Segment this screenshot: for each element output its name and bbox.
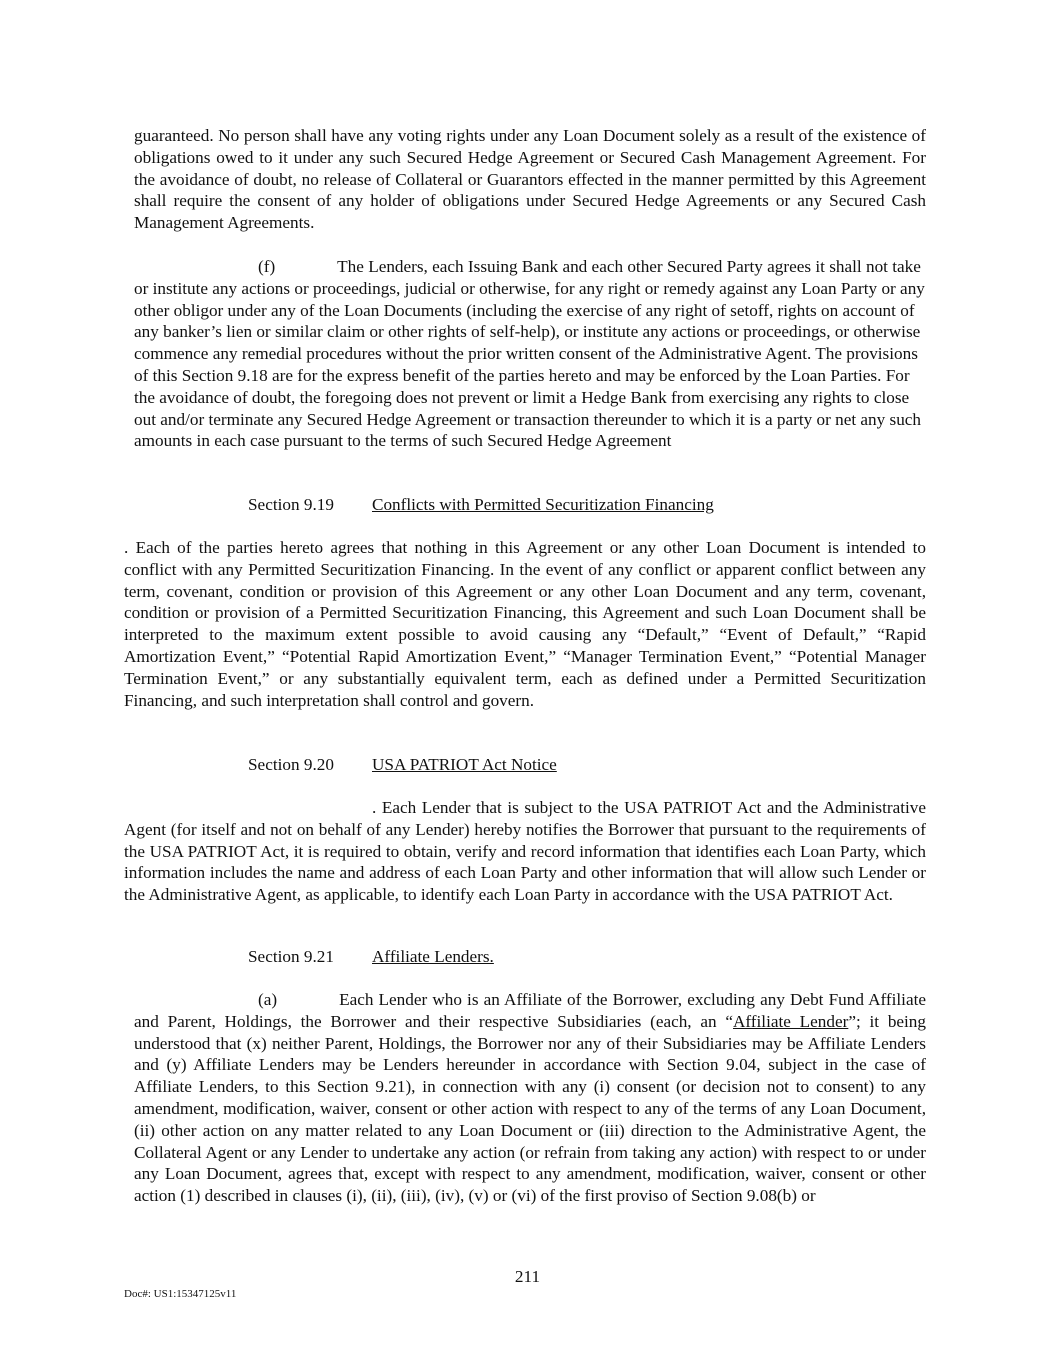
defined-term-affiliate-lender: Affiliate Lender	[732, 1011, 849, 1031]
section-9-20-body: . Each Lender that is subject to the USA PATRIOT Act and the Administrative Agent (for itself and not on behalf of any Lender) hereby notifies the Borrower that pursuant to the requirements of the USA PATRIOT Act, it is required to obtain, verify and record information that identifies each Loan Party, which information includes the name and address of each Loan Party and other information that will allow such Lender or the Administrative Agent, as applicable, to identify each Loan Party in accordance with the USA PATRIOT Act.	[124, 798, 926, 905]
section-number: Section 9.20	[248, 755, 334, 774]
paragraph-a-text-rest: ”; it being understood that (x) neither Parent, Holdings, the Borrower nor any of their Subsidiaries may be Affiliate Lenders and (y) Affiliate Lenders may be Lenders hereunder in accordance with Section 9.04, subject in the case of Affiliate Lenders, to this Section 9.21), in connection with any (i) consent (or decision not to consent) to any amendment, modification, waiver, consent or other action with respect to any of the terms of any Loan Document, (ii) other action on any matter related to any Loan Document or (iii) direction to the Administrative Agent, the Collateral Agent or any Lender to undertake any action (or refrain from taking any action) with respect to or under any Loan Document, agrees that, except with respect to any amendment, modification, waiver, consent or other action (1) described in clauses (i), (ii), (iii), (iv), (v) or (vi) of the first proviso of Section 9.08(b) or	[134, 1011, 926, 1206]
document-id: Doc#: US1:15347125v11	[124, 1288, 237, 1300]
section-number: Section 9.19	[248, 495, 334, 514]
paragraph-a-text-start: Each Lender who is an Affiliate of the Borrower, excluding any Debt Fund Affiliate and Parent, Holdings, the Borrower and their respective Subsidiaries (each, an “	[134, 990, 926, 1031]
section-9-19-body: . Each of the parties hereto agrees that nothing in this Agreement or any other Loan Document is intended to conflict with any Permitted Securitization Financing. In the event of any conflict or apparent conflict between any term, covenant, condition or provision of this Agreement or any other Loan Document and any term, covenant, condition or provision of a Permitted Securitization Financing, this Agreement and such Loan Document shall be interpreted to the maximum extent possible to avoid causing any “Default,” “Event of Default,” “Rapid Amortization Event,” “Potential Rapid Amortization Event,” “Manager Termination Event,” “Potential Manager Termination Event,” or any substantially equivalent term, each as defined under a Permitted Securitization Financing, and such interpretation shall control and govern.	[124, 538, 926, 710]
section-9-21-paragraph-a	[134, 989, 926, 1207]
section-title: Affiliate Lenders.	[372, 947, 494, 966]
paragraph-f	[134, 256, 931, 452]
section-title: USA PATRIOT Act Notice	[372, 755, 557, 774]
paragraph-a-label: (a)	[258, 990, 278, 1009]
section-number: Section 9.21	[248, 947, 334, 966]
paragraph-f-text: The Lenders, each Issuing Bank and each other Secured Party agrees it shall not take or institute any actions or proceedings, judicial or otherwise, for any right or remedy against any Loan Party or any other obligor under any of the Loan Documents (including the exercise of any right of setoff, rights on account of any banker’s lien or similar claim or other rights of self-help), or institute any actions or proceedings, or otherwise commence any remedial procedures without the prior written consent of the Administrative Agent. The provisions of this Section 9.18 are for the express benefit of the parties hereto and may be enforced by the Loan Parties. For the avoidance of doubt, the foregoing does not prevent or limit a Hedge Bank from exercising any rights to close out and/or terminate any Secured Hedge Agreement or transaction thereunder to which it is a party or net any such amounts in each case pursuant to the terms of such Secured Hedge Agreement	[134, 257, 925, 451]
intro-paragraph: guaranteed. No person shall have any voting rights under any Loan Document solely as a result of the existence of obligations owed to it under any such Secured Hedge Agreement or Secured Cash Management Agreement. For the avoidance of doubt, no release of Collateral or Guarantors effected in the manner permitted by this Agreement shall require the consent of any holder of obligations under Secured Hedge Agreements or any Secured Cash Management Agreements.	[134, 126, 926, 233]
section-9-21-heading	[248, 946, 494, 968]
section-9-19-heading	[248, 494, 714, 516]
section-title: Conflicts with Permitted Securitization Financing	[372, 495, 714, 514]
page-number: 211	[514, 1267, 541, 1286]
section-9-20-heading	[248, 754, 557, 776]
paragraph-f-label: (f)	[258, 257, 276, 276]
